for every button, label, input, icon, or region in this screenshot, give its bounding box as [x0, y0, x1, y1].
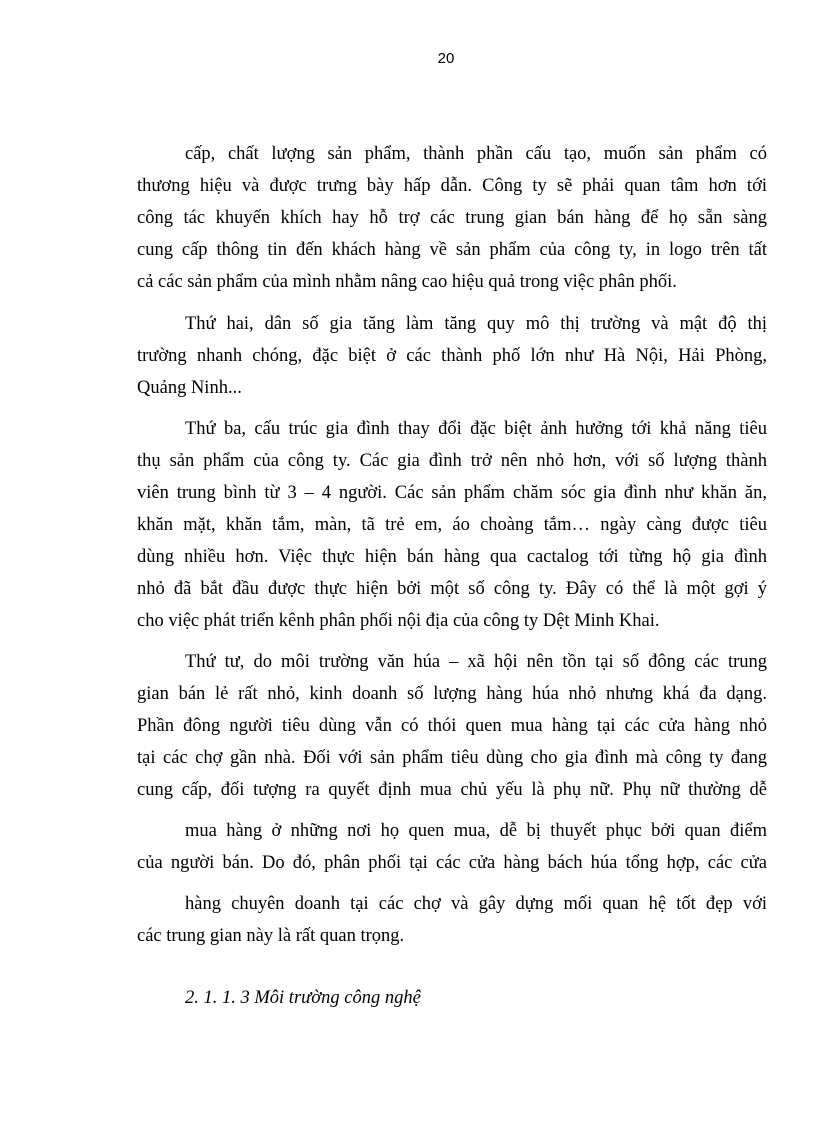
paragraph-line: Thứ ba, cấu trúc gia đình thay đổi đặc biệt ảnh hưởng tới khả năng tiêu	[185, 419, 767, 439]
paragraph-line: của người bán. Do đó, phân phối tại các cửa hàng bách húa tổng hợp, các cửa	[137, 853, 767, 873]
paragraph-line: cả các sản phẩm của mình nhằm nâng cao hiệu quả trong việc phân phối.	[137, 272, 677, 292]
paragraph-line: gian bán lẻ rất nhỏ, kinh doanh số lượng hàng húa nhỏ nhưng khá đa dạng.	[137, 684, 767, 704]
paragraph-line: các trung gian này là rất quan trọng.	[137, 926, 405, 946]
paragraph-line: thương hiệu và được trưng bày hấp dẫn. Công ty sẽ phải quan tâm hơn tới	[137, 176, 767, 196]
paragraph-line: Phần đông người tiêu dùng vẫn có thói quen mua hàng tại các cửa hàng nhỏ	[137, 716, 767, 736]
paragraph-line: trường nhanh chóng, đặc biệt ở các thành phố lớn như Hà Nội, Hải Phòng,	[137, 346, 767, 366]
paragraph-line: viên trung bình từ 3 – 4 người. Các sản phẩm chăm sóc gia đình như khăn ăn,	[137, 483, 767, 503]
paragraph-line: công tác khuyến khích hay hỗ trợ các trung gian bán hàng để họ sẵn sàng	[137, 208, 767, 228]
paragraph-line: tại các chợ gần nhà. Đối với sản phẩm tiêu dùng cho gia đình mà công ty đang	[137, 748, 767, 768]
paragraph-line: cho việc phát triển kênh phân phối nội địa của công ty Dệt Minh Khai.	[137, 611, 660, 631]
paragraph-line: dùng nhiều hơn. Việc thực hiện bán hàng qua cactalog tới từng hộ gia đình	[137, 547, 767, 567]
paragraph-line: Thứ tư, do môi trường văn húa – xã hội nên tồn tại số đông các trung	[185, 652, 767, 672]
paragraph-line: khăn mặt, khăn tắm, màn, tã trẻ em, áo choàng tắm… ngày càng được tiêu	[137, 515, 767, 535]
paragraph-line: thụ sản phẩm của công ty. Các gia đình trở nên nhỏ hơn, với số lượng thành	[137, 451, 767, 471]
paragraph-line: Thứ hai, dân số gia tăng làm tăng quy mô thị trường và mật độ thị	[185, 314, 767, 334]
paragraph-line: hàng chuyên doanh tại các chợ và gây dựng mối quan hệ tốt đẹp với	[185, 894, 767, 914]
paragraph-line: cung cấp, đối tượng ra quyết định mua chủ yếu là phụ nữ. Phụ nữ thường dễ	[137, 780, 767, 800]
paragraph-line: nhỏ đã bắt đầu được thực hiện bởi một số công ty. Đây có thể là một gợi ý	[137, 579, 767, 599]
paragraph-line: cung cấp thông tin đến khách hàng về sản phẩm của công ty, in logo trên tất	[137, 240, 767, 260]
paragraph-line: mua hàng ở những nơi họ quen mua, dễ bị thuyết phục bởi quan điểm	[185, 821, 767, 841]
page-number: 20	[437, 50, 455, 67]
section-heading: 2. 1. 1. 3 Môi trường công nghệ	[185, 988, 421, 1008]
paragraph-line: Quảng Ninh...	[137, 378, 242, 398]
paragraph-line: cấp, chất lượng sản phẩm, thành phần cấu tạo, muốn sản phẩm có	[185, 144, 767, 164]
